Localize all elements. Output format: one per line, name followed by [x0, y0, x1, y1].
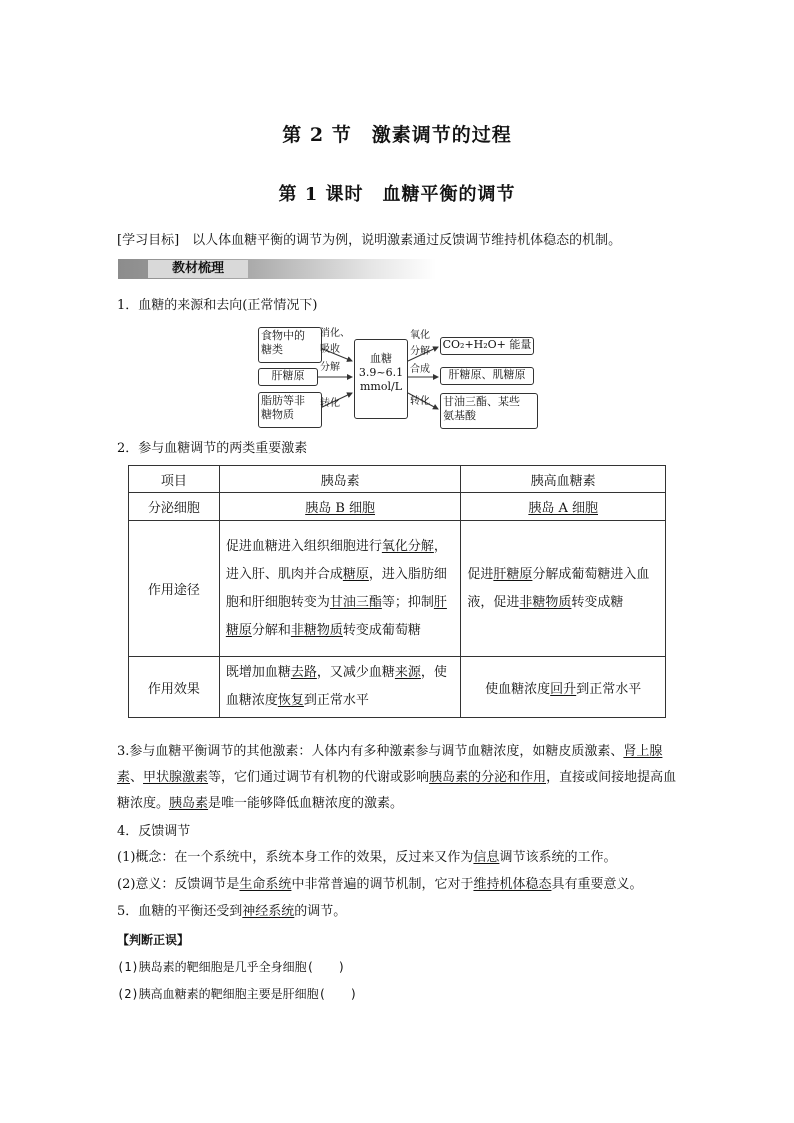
center-unit: mmol/L [359, 380, 402, 393]
paragraph-4-1 [117, 849, 616, 867]
insulin-cell [219, 493, 461, 521]
key-term: 来源 [394, 665, 421, 680]
key-term: 去路 [290, 665, 317, 680]
text-segment: 等，它们通过调节有机物的代谢或影响 [208, 770, 430, 785]
key-term: 信息 [473, 850, 500, 865]
section-banner-label: 教材梳理 [148, 260, 248, 278]
key-term: 生命系统 [239, 877, 292, 892]
text-segment: (2)意义：反馈调节是 [117, 877, 240, 892]
text-segment: 转变成糖 [571, 594, 624, 610]
label-synthesize: 合成 [410, 364, 430, 375]
label-digest-2: 吸收 [320, 344, 340, 355]
key-term: 胰岛素的分泌和作用 [429, 770, 547, 785]
insulin-effect [219, 657, 461, 718]
table-row [129, 657, 666, 718]
paragraph-4-2 [117, 876, 642, 894]
header-insulin: 胰岛素 [219, 466, 461, 493]
hormone-table [128, 465, 666, 718]
center-blood-sugar [354, 339, 408, 419]
heading-2: 2．参与血糖调节的两类重要激素 [117, 441, 308, 456]
text-segment: 促进血糖进入组织细胞进行 [225, 538, 382, 554]
dest-lipids-line1: 甘油三酯、某些 [443, 395, 520, 408]
source-liver-glycogen: 肝糖原 [258, 368, 318, 386]
glucagon-pathway [461, 521, 666, 657]
dest-lipids [440, 393, 538, 429]
key-term: 肾上腺素 [117, 744, 663, 785]
source-non-sugar [258, 392, 322, 428]
key-term: 氧化分解 [381, 538, 434, 554]
source-non-sugar-line2: 糖物质 [261, 408, 294, 421]
judge-item-2: (2)胰高血糖素的靶细胞主要是肝细胞( ) [117, 987, 358, 1001]
text-segment: ，进入脂肪细胞和肝细胞转变为 [225, 566, 447, 610]
text-segment: 中非常普遍的调节机制，它对于 [291, 877, 474, 892]
section-title: 第 2 节 激素调节的过程 [282, 124, 512, 146]
center-label: 血糖 [370, 352, 392, 365]
header-glucagon: 胰高血糖素 [461, 466, 666, 493]
row-label-pathway: 作用途径 [129, 521, 220, 657]
key-term: 肝糖原 [225, 594, 447, 638]
heading-4: 4．反馈调节 [117, 824, 191, 839]
glucagon-cell [461, 493, 666, 521]
text-segment: 具有重要意义。 [551, 877, 643, 892]
key-term: 维持机体稳态 [473, 877, 552, 892]
text-segment: 、 [130, 770, 144, 785]
blood-sugar-flow-diagram [256, 325, 536, 427]
label-digest-1: 消化、 [320, 328, 350, 339]
text-segment: 分解和 [251, 622, 291, 638]
key-term: 非糖物质 [519, 594, 572, 610]
judge-item-1: (1)胰岛素的靶细胞是几乎全身细胞( ) [117, 960, 346, 974]
dest-energy: CO₂+H₂O+ 能量 [440, 337, 534, 355]
glucagon-effect [461, 657, 666, 718]
learning-goal: [学习目标] 以人体血糖平衡的调节为例，说明激素通过反馈调节维持机体稳态的机制。 [117, 233, 622, 248]
text-segment: ，进入肝、肌肉并合成 [225, 538, 447, 582]
glucagon-cell-value: 胰岛 A 细胞 [528, 501, 599, 516]
text-segment: 分解成葡萄糖进入血液，促进 [467, 566, 650, 610]
key-term: 回升 [550, 681, 577, 697]
text-segment: ，直接或间接地提高血糖浓度。 [117, 770, 677, 811]
key-term: 肝糖原 [493, 566, 533, 582]
key-term: 甲状腺激素 [143, 770, 209, 785]
judge-heading: 【判断正误】 [117, 933, 190, 947]
table-row [129, 493, 666, 521]
dest-lipids-line2: 氨基酸 [443, 409, 476, 422]
text-segment: ，使血糖浓度 [225, 665, 447, 708]
text-segment: 到正常水平 [576, 681, 642, 697]
text-segment: 到正常水平 [303, 693, 369, 708]
text-segment: 是唯一能够降低血糖浓度的激素。 [208, 796, 404, 811]
lesson-title: 第 1 课时 血糖平衡的调节 [278, 184, 516, 205]
text-segment: 既增加血糖 [225, 665, 291, 680]
source-food-line2: 糖类 [261, 343, 283, 356]
center-range: 3.9~6.1 [358, 366, 404, 379]
key-term: 非糖物质 [290, 622, 343, 638]
text-segment: 3.参与血糖平衡调节的其他激素：人体内有多种激素参与调节血糖浓度，如糖皮质激素、 [117, 744, 624, 759]
text-segment: 使血糖浓度 [485, 681, 551, 697]
key-term: 糖原 [342, 566, 369, 582]
key-term: 甘油三酯 [329, 594, 382, 610]
key-term: 恢复 [277, 693, 304, 708]
heading-1: 1．血糖的来源和去向(正常情况下) [117, 298, 318, 313]
label-oxidize-1: 氧化 [410, 330, 430, 341]
label-transform: 转化 [410, 396, 430, 407]
section-banner [118, 259, 436, 279]
label-convert: 转化 [320, 398, 340, 409]
header-item: 项目 [129, 466, 220, 493]
insulin-cell-value: 胰岛 B 细胞 [305, 501, 376, 516]
key-term: 胰岛素 [169, 796, 209, 811]
text-segment: 等；抑制 [381, 594, 434, 610]
key-term: 神经系统 [242, 904, 295, 919]
table-header-row [129, 466, 666, 493]
table-row [129, 521, 666, 657]
label-decompose: 分解 [320, 362, 340, 373]
paragraph-3 [117, 739, 679, 817]
source-non-sugar-line1: 脂肪等非 [261, 394, 305, 407]
text-segment: (1)概念：在一个系统中，系统本身工作的效果，反过来又作为 [117, 850, 474, 865]
source-food-line1: 食物中的 [261, 329, 305, 342]
row-label-cell: 分泌细胞 [129, 493, 220, 521]
row-label-effect: 作用效果 [129, 657, 220, 718]
text-segment: 转变成葡萄糖 [342, 622, 421, 638]
insulin-pathway [219, 521, 461, 657]
source-food-sugar [258, 327, 322, 363]
paragraph-5 [117, 903, 346, 921]
text-segment: 调节该系统的工作。 [499, 850, 617, 865]
text-segment: 的调节。 [294, 904, 347, 919]
text-segment: 促进 [467, 566, 494, 582]
text-segment: 5．血糖的平衡还受到 [117, 904, 243, 919]
text-segment: ，又减少血糖 [316, 665, 395, 680]
label-oxidize-2: 分解 [410, 346, 430, 357]
dest-glycogen: 肝糖原、肌糖原 [440, 367, 534, 385]
